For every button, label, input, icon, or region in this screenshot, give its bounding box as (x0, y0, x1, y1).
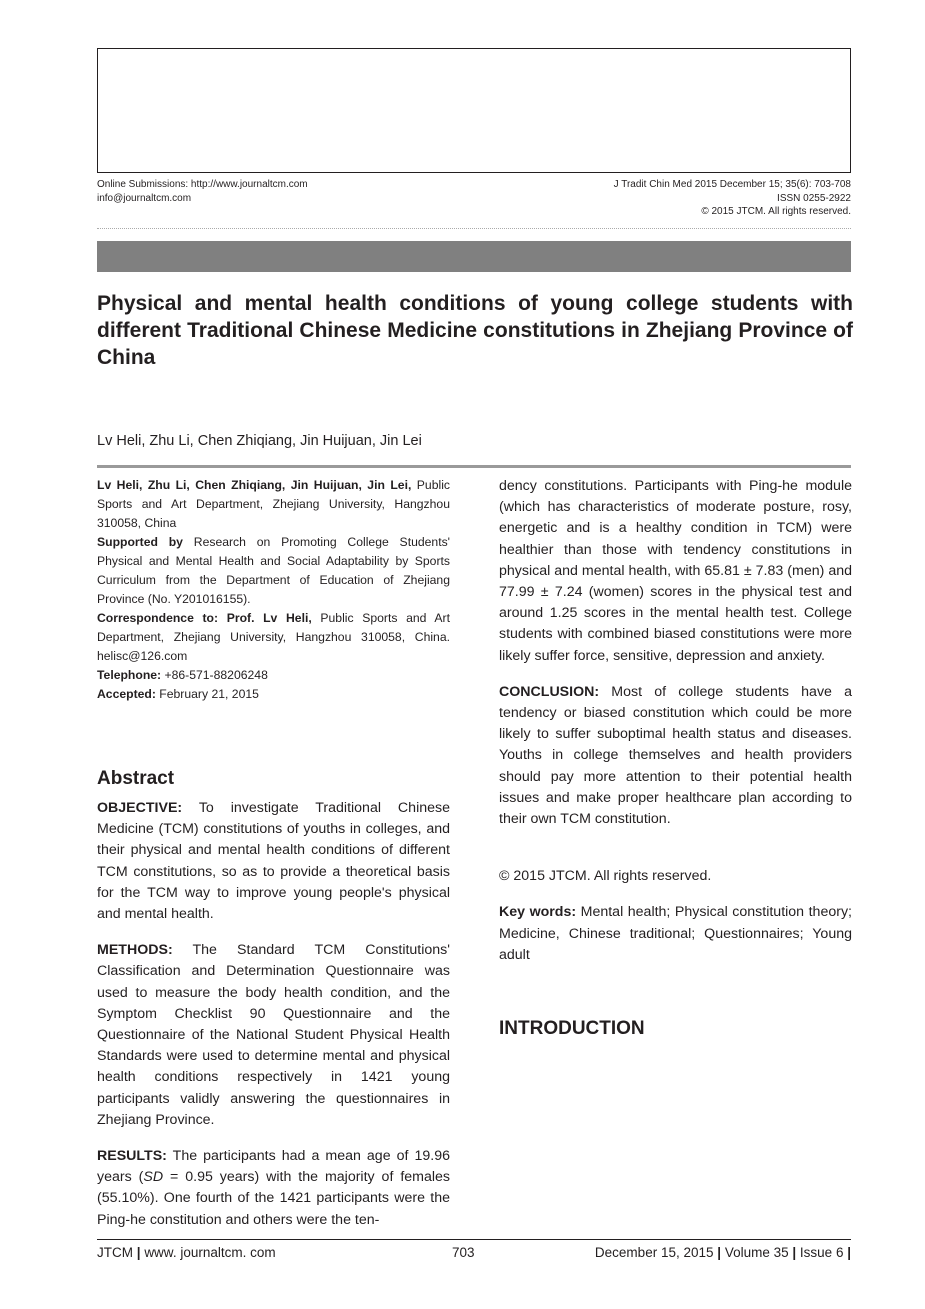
footer-issue-info (595, 1245, 851, 1260)
results-text-2: = 0.95 years) with the majority of females (55.10%). One fourth of the 1421 participants were the Ping-he constitution and others were the ten- (97, 1169, 450, 1228)
methods-label: METHODS: (97, 942, 173, 959)
author-list: Lv Heli, Zhu Li, Chen Zhiqiang, Jin Huijuan, Jin Lei (97, 433, 422, 449)
section-band (97, 241, 851, 272)
keywords-text: Mental health; Physical constitution theory; Medicine, Chinese traditional; Questionnaires; Young adult (499, 904, 852, 963)
footer-separator: | (136, 1245, 141, 1260)
results-sd: SD (143, 1169, 164, 1186)
accepted (97, 685, 450, 704)
journal-banner-frame (97, 48, 851, 173)
correspondence-text: Public Sports and Art Department, Zhejiang University, Hangzhou 310058, China. helisc@126.com (97, 611, 450, 663)
footer-volume: Volume 35 (724, 1245, 789, 1260)
article-title: Physical and mental health conditions of young college students with different Traditional Chinese Medicine constitutions in Zhejiang Province of China (97, 292, 853, 369)
funding-label: Supported by (97, 535, 183, 549)
footer-website: www. journaltcm. com (144, 1245, 276, 1260)
conclusion-text: Most of college students have a tendency or biased constitution which could be more likely to suffer suboptimal health status and diseases. Youths in college themselves and health providers should pay more attention to their potential health issues and make proper healthcare plan according to their own TCM constitution. (499, 683, 852, 828)
objective-label: OBJECTIVE: (97, 800, 183, 816)
objective-text: To investigate Traditional Chinese Medicine (TCM) constitutions of youths in colleges, and their physical and mental health conditions of different TCM constitutions, so as to provide a theoretical basis for the TCM way to improve young people's physical and mental health. (97, 800, 450, 923)
footer-rule (97, 1239, 851, 1240)
footer-issue: Issue 6 (799, 1245, 844, 1260)
affiliation-block (97, 476, 450, 704)
abstract-left-column (97, 798, 450, 1246)
keywords-label: Key words: (499, 904, 577, 921)
introduction-heading: INTRODUCTION (499, 1018, 645, 1039)
objective-paragraph (97, 798, 450, 925)
footer-separator: | (792, 1245, 797, 1260)
footer-page-number: 703 (452, 1245, 475, 1260)
affiliation-authors: Lv Heli, Zhu Li, Chen Zhiqiang, Jin Huijuan, Jin Lei, (97, 478, 412, 492)
results-continued (499, 476, 852, 667)
results-text-1: The participants had a mean age of 19.96 years ( (97, 1148, 450, 1186)
conclusion-paragraph (499, 682, 852, 830)
footer-journal-name: JTCM (97, 1245, 133, 1260)
accepted-text: February 21, 2015 (155, 687, 259, 701)
funding-text: Research on Promoting College Students' Physical and Mental Health and Social Adaptability by Sports Curriculum from the Department of Education of Zhejiang Province (No. Y201016155). (97, 535, 450, 606)
methods-paragraph (97, 940, 450, 1131)
affiliation (97, 476, 450, 533)
results-label: RESULTS: (97, 1148, 167, 1165)
abstract-copyright: © 2015 JTCM. All rights reserved. (499, 868, 712, 885)
issn: ISSN 0255-2922 (777, 192, 851, 204)
header-copyright: © 2015 JTCM. All rights reserved. (701, 206, 851, 217)
footer-journal (97, 1245, 276, 1260)
citation: J Tradit Chin Med 2015 December 15; 35(6): 703-708 (613, 179, 851, 190)
conclusion-label: CONCLUSION: (499, 683, 600, 700)
footer-separator: | (717, 1245, 722, 1260)
keywords-paragraph (499, 902, 852, 966)
online-submissions: Online Submissions: http://www.journaltcm.com (97, 179, 308, 190)
correspondence-label: Correspondence to: Prof. Lv Heli, (97, 611, 312, 625)
abstract-right-column (499, 476, 852, 981)
correspondence (97, 609, 450, 666)
results-paragraph (97, 1146, 450, 1231)
abstract-heading: Abstract (97, 768, 175, 789)
footer-date: December 15, 2015 (594, 1245, 714, 1260)
accepted-label: Accepted: (97, 687, 156, 701)
telephone-text: +86-571-88206248 (161, 668, 268, 682)
journal-email: info@journaltcm.com (97, 192, 192, 204)
citation-info (614, 178, 851, 219)
affiliation-text: Public Sports and Art Department, Zhejiang University, Hangzhou 310058, China (97, 478, 450, 530)
submission-info (97, 178, 308, 205)
funding (97, 533, 450, 609)
results-text-continued: dency constitutions. Participants with Ping-he module (which has characteristics of moderate posture, rosy, energetic and is a healthy condition in TCM) were healthier than those with tendency constitutions in physical and mental health, with 65.81 ± 7.83 (men) and 77.99 ± 7.24 (women) scores in the physical test and around 1.25 scores in the mental health test. College students with combined biased constitutions were more likely suffer force, sensitive, depression and anxiety. (499, 478, 852, 664)
telephone-label: Telephone: (97, 668, 162, 682)
methods-text: The Standard TCM Constitutions' Classification and Determination Questionnaire was used to measure the body health condition, and the Symptom Checklist 90 Questionnaire and the Questionnaire of the National Student Physical Health Standards were used to determine mental and physical health conditions respectively in 1421 young participants validly answering the questionnaires in Zhejiang Province. (97, 942, 450, 1128)
footer-separator: | (847, 1245, 851, 1260)
header-divider (97, 228, 851, 229)
author-rule (97, 465, 851, 468)
telephone (97, 666, 450, 685)
